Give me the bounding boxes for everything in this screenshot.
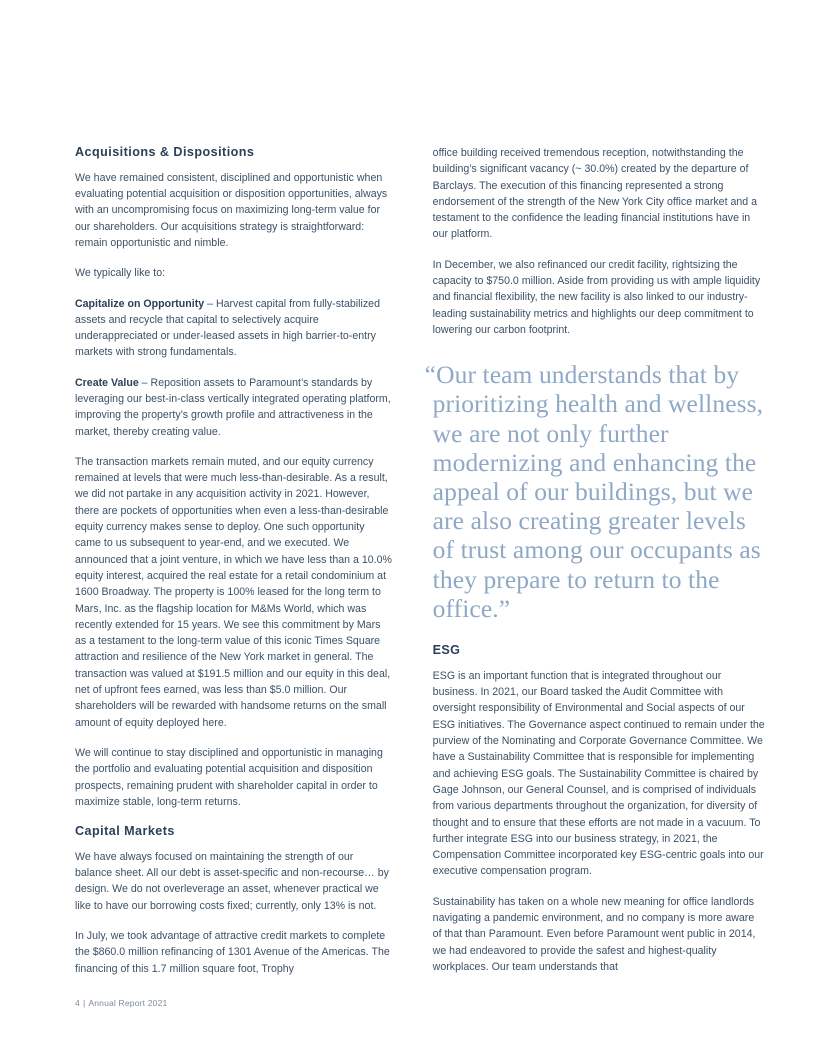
footer-separator: | — [82, 998, 86, 1008]
heading-capital-markets: Capital Markets — [75, 824, 175, 839]
right-column — [424, 145, 765, 977]
paragraph-december-credit-facility: In December, we also refinanced our credit facility, rightsizing the capacity to $750.0 million. Aside from providing us with ample liquidity and financial flexibility, the new facility is also linked to our industry-leading sustainability metrics and highlights our deep commitment to lowering our carbon footprint. — [432, 258, 761, 336]
paragraph-esg-overview: ESG is an important function that is integrated throughout our business. In 2021, our Board tasked the Audit Committee with oversight responsibility of Environmental and Social aspects of our ESG initiatives. The Governance aspect continued to remain under the purview of the Nominating and Corporate Governance Committee. We have a Sustainability Committee that is responsible for implementing and achieving ESG goals. The Sustainability Committee is chaired by Gage Johnson, our General Counsel, and is comprised of individuals from various departments throughout the organization, for diversity of thought and to ensure that these efforts are not made in a vacuum. To further integrate ESG into our business strategy, in 2021, the Compensation Committee incorporated key ESG-centric goals into our executive compensation program. — [432, 669, 765, 878]
paragraph-transaction-markets: The transaction markets remain muted, and our equity currency remained at levels that were much less-than-desirable. As a result, we did not partake in any acquisition activity in 2021. However, there are pockets of opportunities when even a less-than-desirable equity currency makes sense to deploy. One such opportunity came to us subsequent to year-end, and we executed. We announced that a joint venture, in which we have less than a 10.0% equity interest, acquired the real estate for a retail condominium at 1600 Broadway. The property is 100% leased for the long term to Mars, Inc. as the flagship location for M&Ms World, which was recently extended for 15 years. We see this commitment by Mars as a testament to the long-term value of this iconic Times Square attraction and resilience of the New York market in general. The transaction was valued at $191.5 million and our equity in this deal, net of upfront fees earned, was less than $5.0 million. Our shareholders will be rewarded with handsome returns on the small amount of equity deployed here. — [75, 455, 392, 729]
text-capitalize-on-opportunity: – Harvest capital from fully-stabilized assets and recycle that capital to selectively acquire underappreciated or under-leased assets in high barrier-to-entry markets with strong fundamentals. — [75, 297, 380, 359]
paragraph-balance-sheet: We have always focused on maintaining the strength of our balance sheet. All our debt is asset-specific and non-recourse… by design. We do not overleverage an asset, whenever practical we like to have our borrowing costs fixed; currently, only 13% is not. — [75, 850, 389, 912]
text-create-value: – Reposition assets to Paramount’s standards by leveraging our best-in-class vertically integrated operating platform, improving the property’s growth profile and attractiveness in the market, thereby creating value. — [75, 376, 391, 438]
paragraph-office-building-reception: office building received tremendous reception, notwithstanding the building’s significant vacancy (~ 30.0%) created by the departure of Barclays. The execution of this financing represented a strong endorsement of the strength of the New York City office market and a testament to the confidence the leading financial institutions have in our platform. — [432, 147, 758, 241]
page-footer — [75, 998, 167, 1008]
pull-quote: “Our team understands that by prioritizing health and wellness, we are not only further modernizing and enhancing the appeal of our buildings, but we are also creating greater levels of trust among our occupants as they prepare to return to the office.” — [424, 360, 764, 623]
heading-acquisitions-dispositions: Acquisitions & Dispositions — [75, 145, 255, 159]
heading-esg: ESG — [432, 643, 461, 658]
lead-in-create-value: Create Value — [75, 376, 139, 389]
paragraph-stay-disciplined: We will continue to stay disciplined and opportunistic in managing the portfolio and evaluating potential acquisition and disposition prospects, remaining prudent with shareholder capital in order to maximize stable, long-term returns. — [75, 746, 383, 808]
footer-page-number: 4 — [75, 998, 80, 1008]
left-column — [75, 145, 393, 977]
lead-in-capitalize-on-opportunity: Capitalize on Opportunity — [75, 297, 205, 310]
paragraph-create-value — [75, 375, 393, 440]
paragraph-july-refinancing: In July, we took advantage of attractive credit markets to complete the $860.0 million refinancing of 1301 Avenue of the Americas. The financing of this 1.7 million square foot, Trophy — [75, 930, 390, 975]
paragraph-sustainability: Sustainability has taken on a whole new meaning for office landlords navigating a pandemic environment, and no company is more aware of that than Paramount. Even before Paramount went public in 2014, we had endeavored to provide the safest and highest-quality workplaces. Our team understands that — [432, 895, 756, 973]
paragraph-acquisitions-intro: We have remained consistent, disciplined and opportunistic when evaluating potential acquisition or disposition opportunities, always with an uncompromising focus on maximizing long-term value for our shareholders. Our acquisitions strategy is straightforward: remain opportunistic and nimble. — [75, 171, 388, 249]
footer-label: Annual Report 2021 — [88, 998, 168, 1008]
two-column-layout — [75, 145, 765, 977]
paragraph-typically-like-to: We typically like to: — [75, 267, 166, 280]
paragraph-capitalize-on-opportunity — [75, 296, 393, 361]
